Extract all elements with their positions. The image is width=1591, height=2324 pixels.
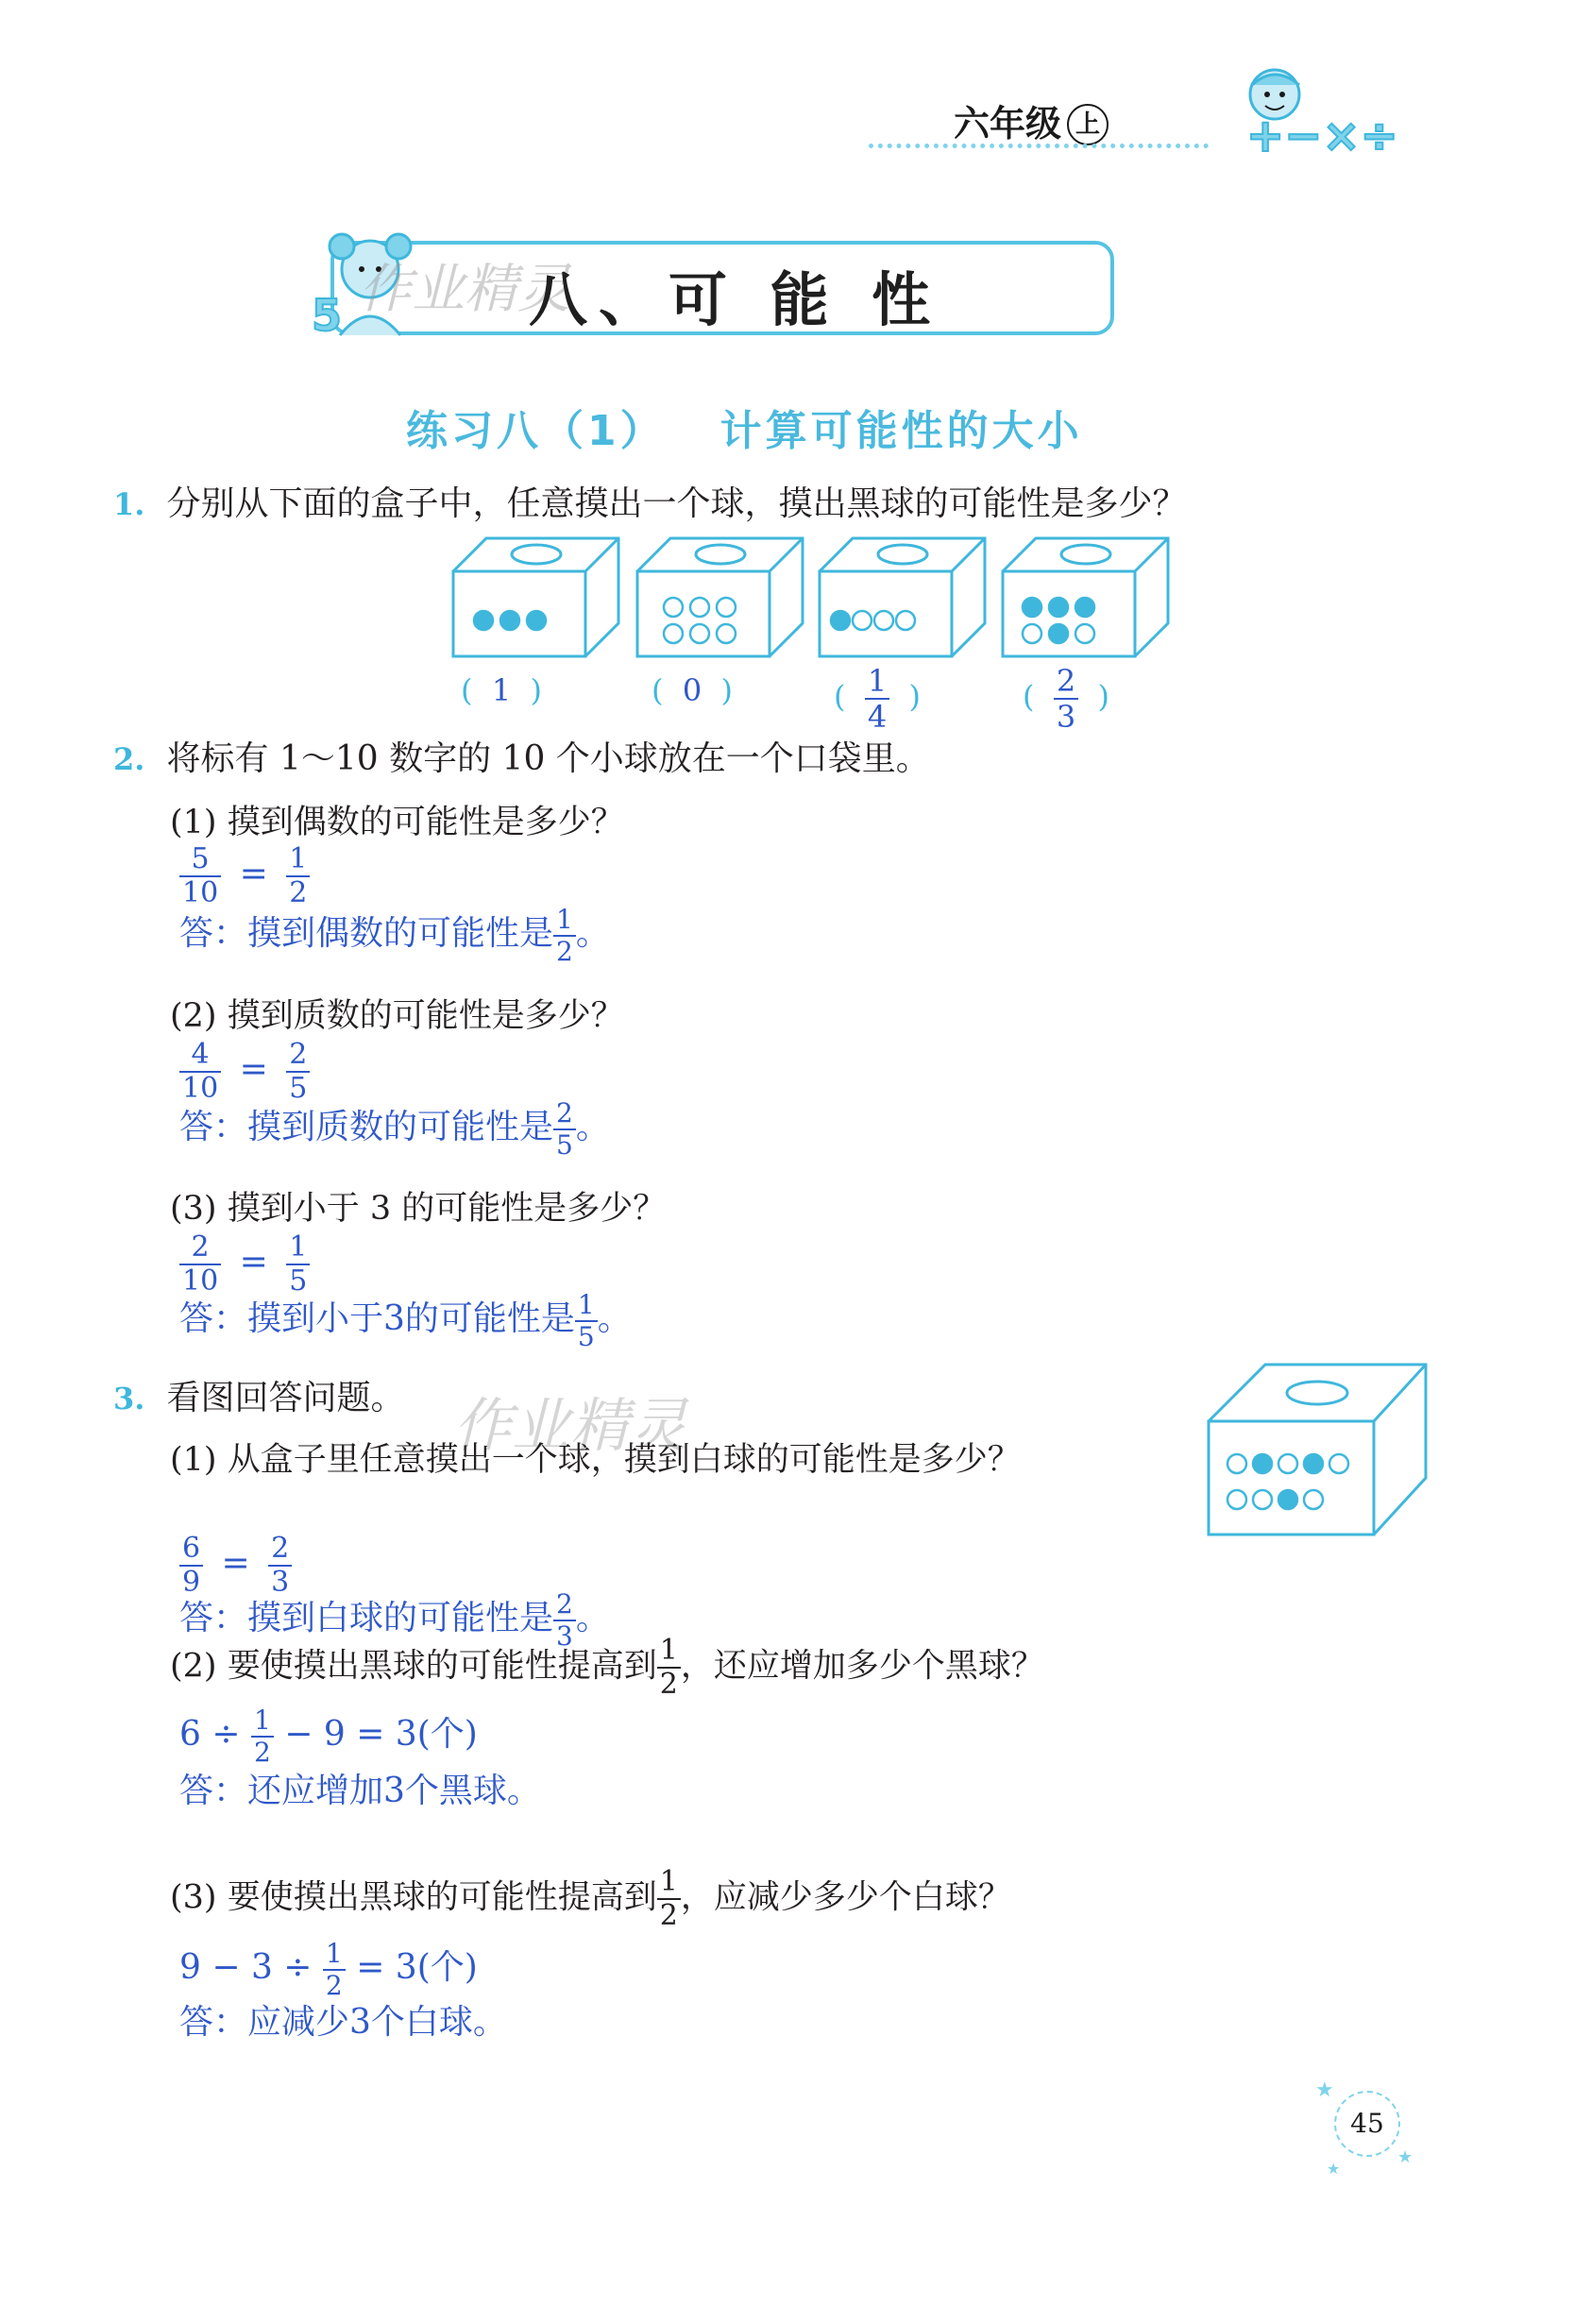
- svg-text:+−×÷: +−×÷: [1246, 110, 1398, 161]
- answer-blank-3: ( $\frac{1}{4}$ ): [834, 663, 922, 735]
- box-1: [453, 538, 618, 656]
- white-ball: [1023, 624, 1041, 643]
- black-ball: [1049, 624, 1068, 643]
- black-ball: [1023, 598, 1041, 617]
- q2-part-2-answer: 答：摸到质数的可能性是 $\frac{2}{5}$ 。: [179, 1097, 610, 1161]
- boy-mascot-icon: [1227, 57, 1407, 161]
- white-ball: [1304, 1490, 1323, 1509]
- white-ball: [1227, 1454, 1246, 1473]
- question-1: [113, 477, 1187, 525]
- q3-part-1-calc: $\frac{6}{9}$ = $\frac{2}{3}$: [179, 1535, 292, 1597]
- q3-part-3-calc: 9 − 3 ÷ $\frac{1}{2}$ = 3(个): [179, 1938, 478, 2001]
- answer-blank-1: ( 1 ): [461, 672, 543, 708]
- question-text: 分别从下面的盒子中，任意摸出一个球，摸出黑球的可能性是多少？: [166, 484, 1187, 523]
- white-ball: [1278, 1454, 1297, 1473]
- white-ball: [690, 598, 709, 617]
- q3-part-2-calc: 6 ÷ $\frac{1}{2}$ − 9 = 3(个): [179, 1705, 478, 1768]
- white-ball: [690, 624, 709, 643]
- black-ball: [1049, 598, 1068, 617]
- q3-part-2-label: (2) 要使摸出黑球的可能性提高到 $\frac{1}{2}$ ，还应增加多少个黑球？: [170, 1634, 1044, 1701]
- q2-part-3-answer: 答：摸到小于3的可能性是 $\frac{1}{5}$ 。: [179, 1289, 632, 1352]
- black-ball: [1278, 1490, 1297, 1509]
- page-number: 45: [1334, 2091, 1400, 2157]
- svg-text:5: 5: [312, 290, 343, 341]
- white-ball: [717, 624, 736, 643]
- watermark: 作业精灵: [453, 1391, 688, 1460]
- black-ball: [474, 611, 493, 630]
- white-ball: [664, 598, 683, 617]
- white-ball: [1329, 1454, 1348, 1473]
- black-ball: [500, 611, 519, 630]
- q3-part-2-answer: 答：还应增加3个黑球。: [179, 1772, 541, 1810]
- grade-label: 六年级 上: [954, 94, 1109, 146]
- black-ball: [1075, 598, 1094, 617]
- white-ball: [1227, 1490, 1246, 1509]
- svg-text:★: ★: [1397, 2147, 1413, 2167]
- q2-part-2-calc: $\frac{4}{10}$ = $\frac{2}{5}$: [179, 1041, 310, 1103]
- q3-part-1-answer: 答：摸到白球的可能性是 $\frac{2}{3}$ 。: [179, 1588, 610, 1652]
- question-text: 将标有 1～10 数字的 10 个小球放在一个口袋里。: [166, 739, 930, 778]
- answer-blank-2: ( 0 ): [652, 672, 734, 708]
- black-ball: [831, 611, 850, 630]
- q3-part-3-label: (3) 要使摸出黑球的可能性提高到 $\frac{1}{2}$ ，应减少多少个白球？: [170, 1865, 1011, 1932]
- q2-part-1-answer: 答：摸到偶数的可能性是 $\frac{1}{2}$ 。: [179, 904, 610, 967]
- q3-part-3-answer: 答：应减少3个白球。: [179, 2003, 507, 2042]
- black-ball: [527, 611, 546, 630]
- box-3: [820, 538, 985, 656]
- volume-badge: 上: [1067, 104, 1109, 145]
- q3-part-1-label: (1) 从盒子里任意摸出一个球，摸到白球的可能性是多少？: [170, 1441, 1021, 1479]
- white-ball: [1253, 1490, 1272, 1509]
- svg-text:★: ★: [1327, 2160, 1341, 2178]
- q2-part-3-calc: $\frac{2}{10}$ = $\frac{1}{5}$: [179, 1233, 310, 1296]
- header-dotted-line: [869, 144, 1209, 148]
- q2-part-1-calc: $\frac{5}{10}$ = $\frac{1}{2}$: [179, 845, 310, 908]
- section-title: 练习八（1） 计算可能性的大小: [406, 407, 1083, 455]
- ball-boxes-figure: [444, 534, 1180, 666]
- white-ball: [853, 611, 872, 630]
- watermark: 作业精灵: [359, 259, 570, 320]
- black-ball: [1304, 1454, 1323, 1473]
- question-number: 1.: [113, 486, 145, 522]
- black-ball: [1253, 1454, 1272, 1473]
- question-number: 3.: [113, 1381, 145, 1416]
- ball-box-figure: [1204, 1360, 1430, 1539]
- question-2: [113, 732, 930, 780]
- white-ball: [874, 611, 893, 630]
- q2-part-1-label: (1) 摸到偶数的可能性是多少？: [170, 804, 624, 841]
- white-ball: [896, 611, 915, 630]
- chapter-title: 八、可 能 性: [529, 265, 942, 334]
- white-ball: [717, 598, 736, 617]
- white-ball: [664, 624, 683, 643]
- question-3: [113, 1371, 405, 1419]
- answer-blank-4: ( $\frac{2}{3}$ ): [1023, 663, 1110, 735]
- q2-part-2-label: (2) 摸到质数的可能性是多少？: [170, 997, 624, 1035]
- q2-part-3-label: (3) 摸到小于 3 的可能性是多少？: [170, 1190, 667, 1228]
- question-number: 2.: [113, 741, 145, 777]
- svg-text:★: ★: [1315, 2078, 1334, 2102]
- question-text: 看图回答问题。: [166, 1379, 405, 1417]
- white-ball: [1075, 624, 1094, 643]
